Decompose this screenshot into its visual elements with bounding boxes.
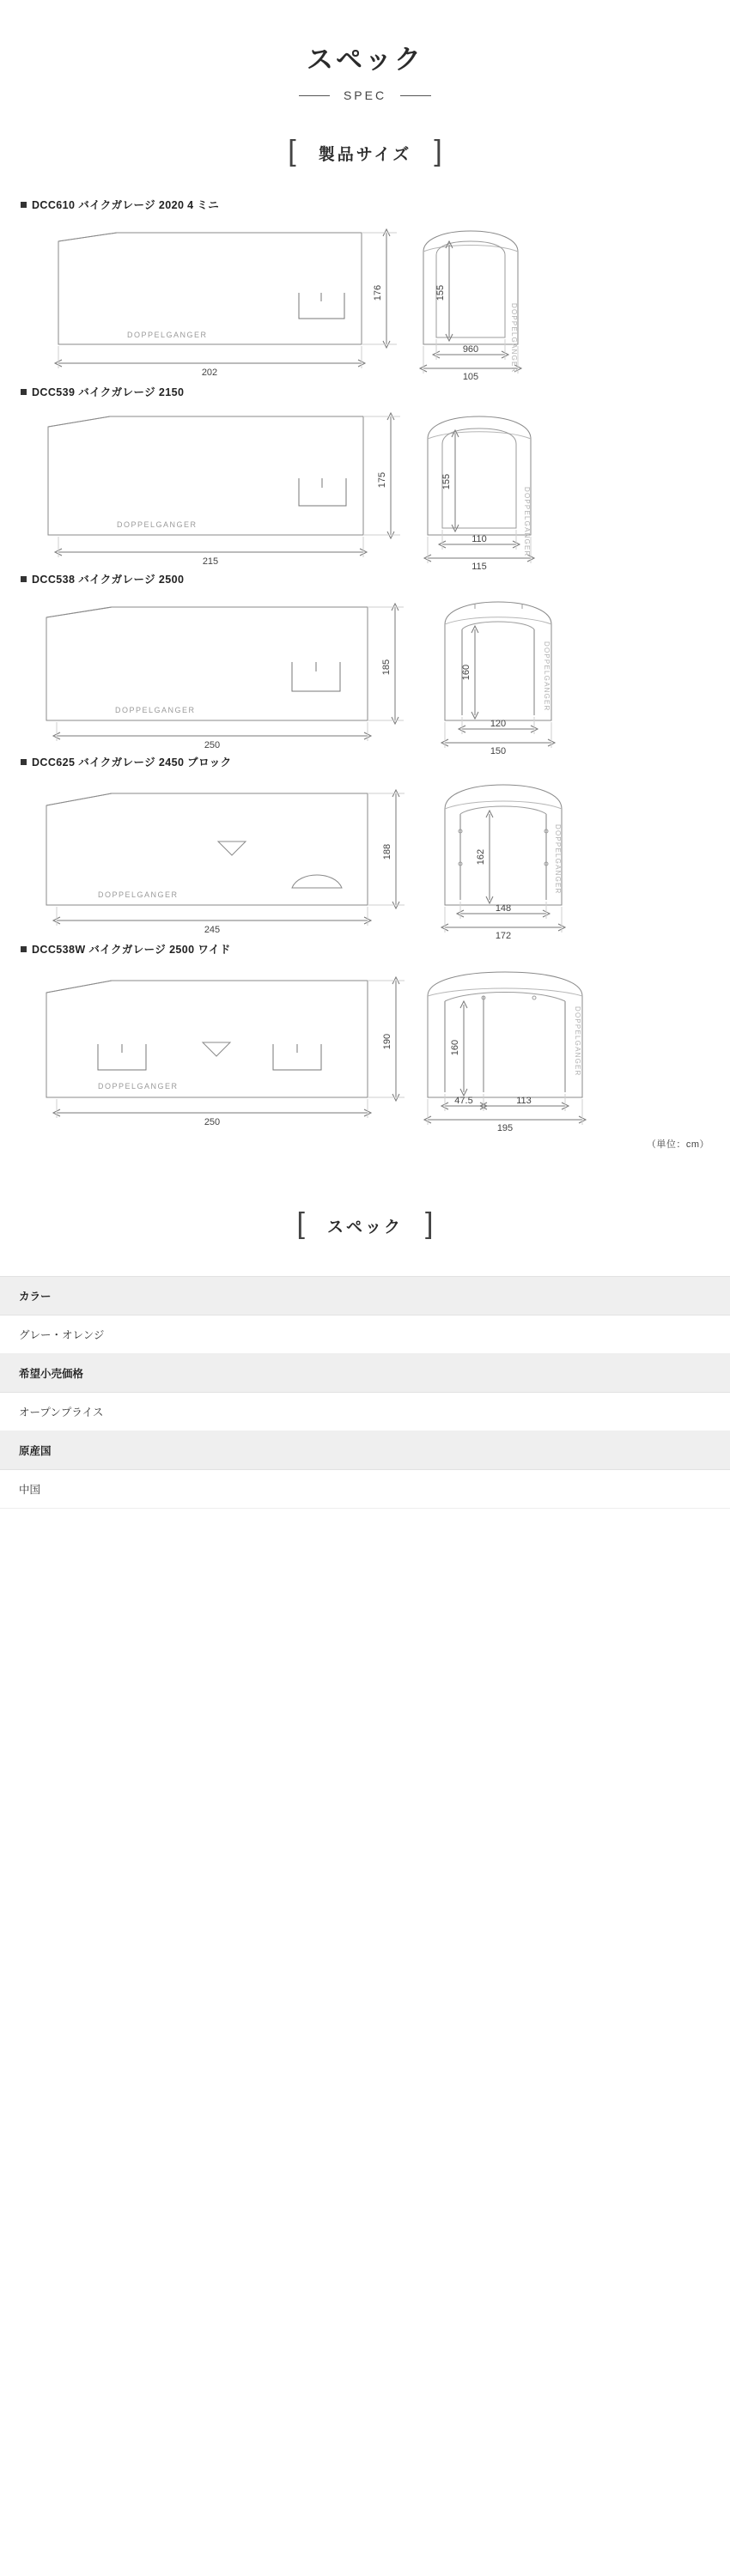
model-name-row-dcc538w xyxy=(21,941,715,957)
bullet-square-icon xyxy=(21,202,27,208)
spec-label-color: カラー xyxy=(0,1277,730,1315)
brand-mark-front-dcc539: DOPPELGANGER xyxy=(523,487,531,557)
bracket-right-icon: ] xyxy=(425,1207,434,1240)
model-block-dcc610 xyxy=(15,197,715,380)
spec-table xyxy=(0,1276,730,1509)
page-title-en-row xyxy=(0,88,730,102)
brand-mark-front-dcc625: DOPPELGANGER xyxy=(554,824,562,895)
model-name-dcc538: DCC538 バイクガレージ 2500 xyxy=(32,574,185,586)
dim-front-width-inner-dcc610: 960 xyxy=(462,344,479,355)
spec-row-label-color xyxy=(0,1277,730,1315)
dim-side-height-dcc538w: 190 xyxy=(382,1033,392,1050)
brand-mark-side-dcc625: DOPPELGANGER xyxy=(98,890,179,899)
section-title-spec: スペック xyxy=(326,1218,403,1236)
figure-dcc538w xyxy=(15,962,715,1133)
section-heading-product-size xyxy=(0,135,730,167)
model-figure-list xyxy=(0,197,730,1133)
brand-mark-front-dcc610: DOPPELGANGER xyxy=(510,303,518,374)
spec-value-color: グレー・オレンジ xyxy=(0,1315,730,1354)
page-title-jp: スペック xyxy=(307,45,423,75)
dim-side-height-dcc610: 176 xyxy=(373,284,383,301)
dim-side-width-dcc538: 250 xyxy=(204,740,221,750)
dim-front-height-dcc538: 160 xyxy=(461,664,471,681)
model-name-dcc539: DCC539 バイクガレージ 2150 xyxy=(32,386,185,398)
model-name-dcc610: DCC610 バイクガレージ 2020 4 ミニ xyxy=(32,199,220,211)
page-header xyxy=(0,0,730,102)
dim-front-width-outer-dcc625: 172 xyxy=(495,931,512,941)
brand-mark-front-dcc538w: DOPPELGANGER xyxy=(574,1006,581,1077)
spec-row-value-color xyxy=(0,1315,730,1354)
figure-dcc625 xyxy=(15,775,715,941)
dim-side-width-dcc625: 245 xyxy=(204,925,221,935)
dim-front-width-outer-dcc539: 115 xyxy=(471,562,487,572)
dim-side-width-dcc610: 202 xyxy=(201,368,218,378)
dim-front-height-dcc610: 155 xyxy=(435,284,446,301)
spec-row-value-price xyxy=(0,1393,730,1431)
section-heading-spec xyxy=(0,1207,730,1240)
dim-front-width-inner-dcc538: 120 xyxy=(490,719,507,729)
spec-row-label-origin xyxy=(0,1431,730,1470)
model-name-dcc625: DCC625 バイクガレージ 2450 ブロック xyxy=(32,756,232,769)
model-name-row-dcc610 xyxy=(21,197,715,212)
dim-front-width-outer-dcc538: 150 xyxy=(490,746,507,756)
dim-side-height-dcc539: 175 xyxy=(377,471,387,489)
model-name-row-dcc539 xyxy=(21,384,715,399)
dim-front-width-inner-b-dcc538w: 113 xyxy=(516,1096,532,1106)
model-block-dcc538 xyxy=(15,571,715,756)
model-name-dcc538w: DCC538W バイクガレージ 2500 ワイド xyxy=(32,944,231,956)
model-block-dcc625 xyxy=(15,754,715,941)
dim-side-height-dcc625: 188 xyxy=(382,843,392,860)
bullet-square-icon xyxy=(21,946,27,952)
brand-mark-side-dcc539: DOPPELGANGER xyxy=(117,520,198,529)
dim-side-width-dcc539: 215 xyxy=(202,556,219,567)
rule-left-icon xyxy=(299,95,330,96)
brand-mark-front-dcc538: DOPPELGANGER xyxy=(543,641,551,712)
brand-mark-side-dcc538: DOPPELGANGER xyxy=(115,706,196,714)
brand-mark-side-dcc610: DOPPELGANGER xyxy=(127,331,208,339)
spec-row-label-price xyxy=(0,1354,730,1393)
bullet-square-icon xyxy=(21,759,27,765)
unit-note: （単位：cm） xyxy=(646,1139,709,1150)
dim-front-width-inner-dcc539: 110 xyxy=(471,534,487,544)
spec-row-value-origin xyxy=(0,1470,730,1509)
dim-side-width-dcc538w: 250 xyxy=(204,1117,221,1127)
bracket-right-icon: ] xyxy=(434,135,442,167)
model-name-row-dcc538 xyxy=(21,571,715,586)
figure-dcc539 xyxy=(15,404,715,572)
model-name-row-dcc625 xyxy=(21,754,715,769)
model-block-dcc539 xyxy=(15,384,715,572)
dim-front-width-inner-a-dcc538w: 47.5 xyxy=(454,1096,473,1106)
dim-side-height-dcc538: 185 xyxy=(381,659,392,676)
figure-dcc538 xyxy=(15,592,715,756)
section-title-product-size: 製品サイズ xyxy=(318,145,412,164)
dim-front-width-inner-dcc625: 148 xyxy=(495,903,512,914)
bracket-left-icon: [ xyxy=(288,135,296,167)
bullet-square-icon xyxy=(21,576,27,582)
brand-mark-side-dcc538w: DOPPELGANGER xyxy=(98,1082,179,1091)
dim-front-height-dcc625: 162 xyxy=(476,848,486,866)
dim-front-height-dcc539: 155 xyxy=(441,473,452,490)
model-block-dcc538w xyxy=(15,941,715,1133)
rule-right-icon xyxy=(400,95,431,96)
spec-value-price: オープンプライス xyxy=(0,1393,730,1431)
bracket-left-icon: [ xyxy=(296,1207,305,1240)
dim-front-width-outer-dcc538w: 195 xyxy=(496,1123,514,1133)
spec-value-origin: 中国 xyxy=(0,1470,730,1509)
dim-front-width-outer-dcc610: 105 xyxy=(462,372,479,382)
page-title-en: SPEC xyxy=(343,88,387,102)
bullet-square-icon xyxy=(21,389,27,395)
figure-dcc610 xyxy=(15,217,715,380)
spec-label-price: 希望小売価格 xyxy=(0,1354,730,1393)
spec-label-origin: 原産国 xyxy=(0,1431,730,1470)
dim-front-height-dcc538w: 160 xyxy=(450,1039,460,1056)
